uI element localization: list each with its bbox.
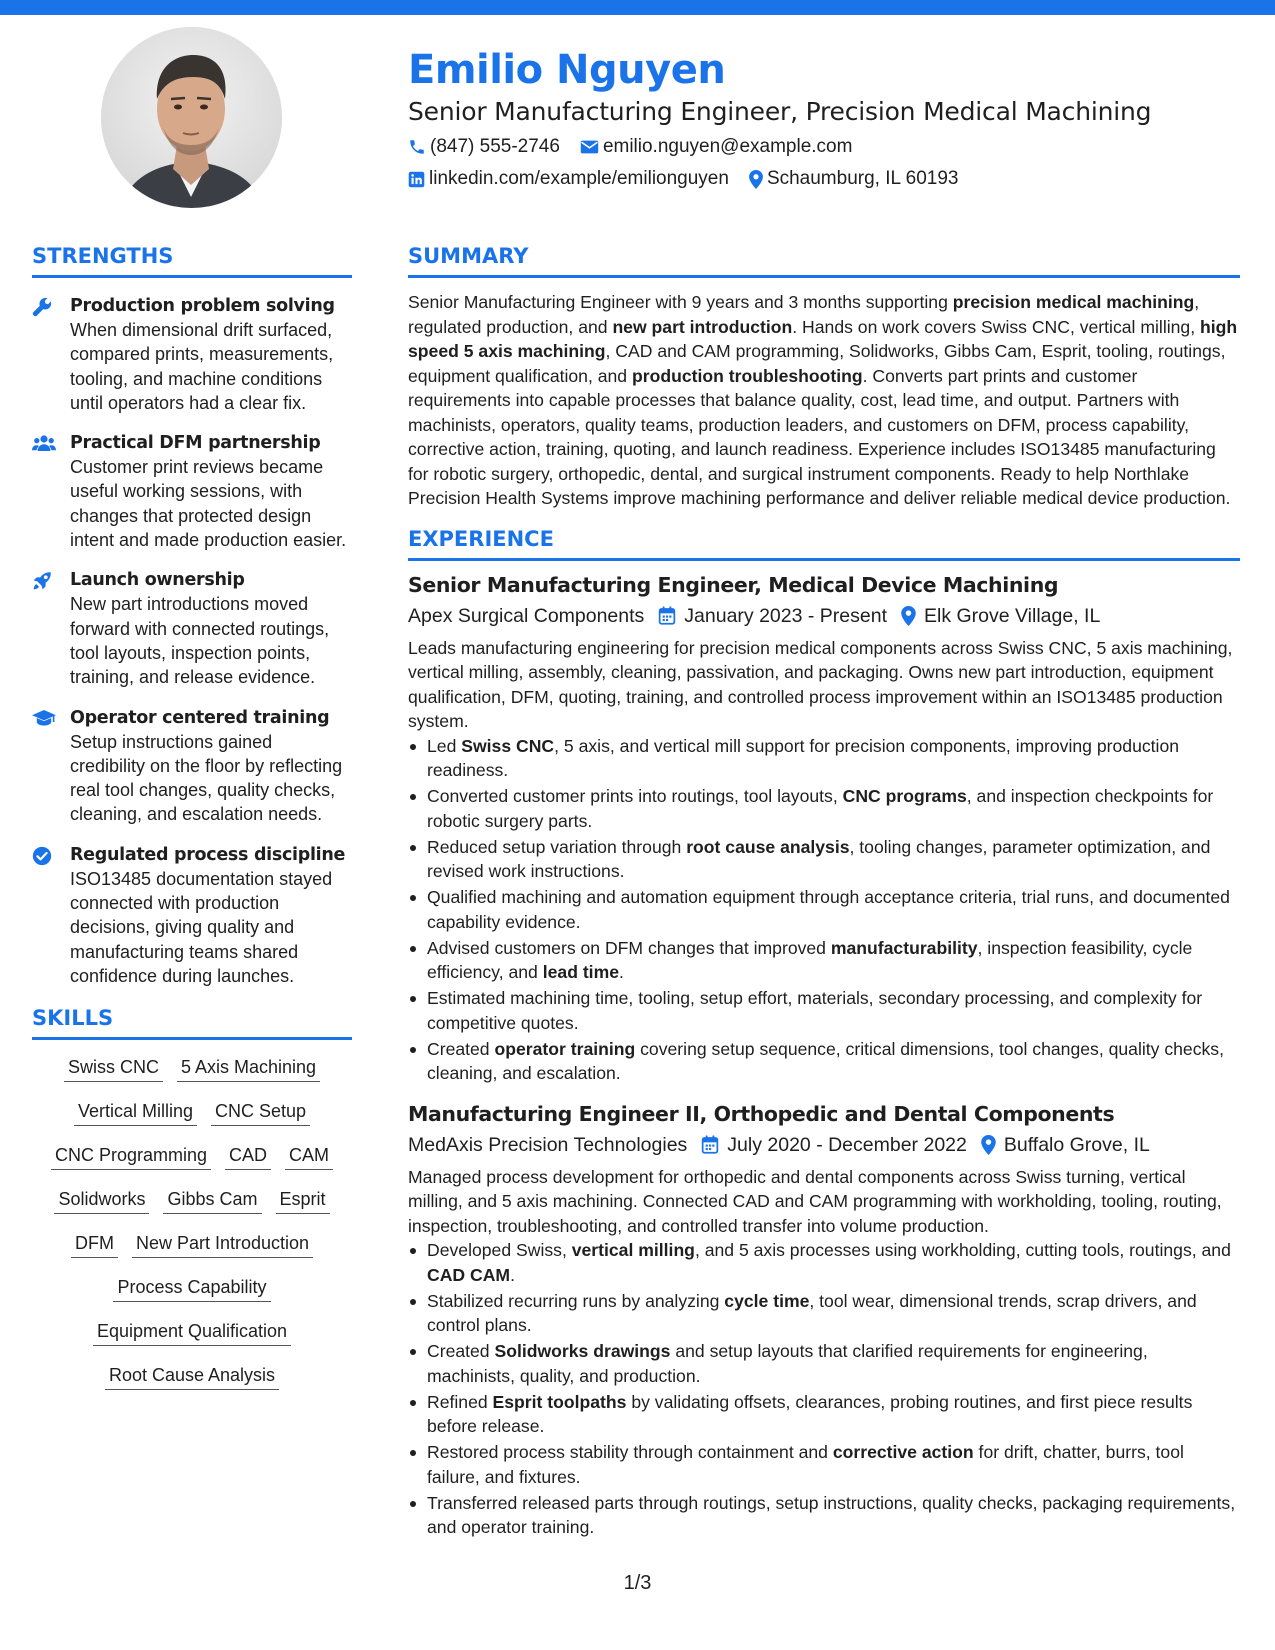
text-run: Qualified machining and automation equipment through acceptance criteria, trial runs, and documented capability evidence. [427, 887, 1230, 932]
strength-title: Practical DFM partnership [70, 433, 321, 454]
emphasis-text: vertical milling [571, 1240, 695, 1260]
location-text: Schaumburg, IL 60193 [766, 168, 959, 189]
skills-heading: SKILLS [32, 1006, 114, 1031]
text-run: Created [427, 1341, 495, 1361]
skill-tag: CAM [285, 1142, 333, 1170]
emphasis-text: Swiss CNC [461, 735, 555, 756]
candidate-headline: Senior Manufacturing Engineer, Precision Medical Machining [408, 97, 1152, 126]
text-run: Advised customers on DFM changes that improved [427, 937, 831, 958]
job-dates-wrap [701, 1131, 967, 1159]
envelope-icon [580, 139, 599, 155]
emphasis-text: precision medical machining [952, 292, 1195, 312]
skills-row [32, 1230, 352, 1258]
location-contact [749, 166, 959, 192]
job-bullet [408, 784, 1240, 833]
job-location: Buffalo Grove, IL [1003, 1133, 1150, 1156]
strength-item [32, 431, 352, 552]
skill-tag: CAD [225, 1142, 271, 1170]
phone-icon [408, 138, 426, 156]
wrench-icon [32, 297, 52, 317]
summary-text [408, 290, 1240, 511]
text-run: . [619, 962, 624, 982]
text-run: . [510, 1264, 515, 1285]
contact-row-secondary [408, 166, 1238, 192]
strength-item [32, 843, 352, 988]
text-run: for drift, chatter, burrs, tool failure, and fixtures. [427, 1442, 1184, 1487]
job-meta [408, 1131, 1240, 1159]
candidate-name: Emilio Nguyen [408, 47, 726, 93]
strength-item [32, 294, 352, 415]
job-bullet [408, 1440, 1240, 1489]
job-description: Leads manufacturing engineering for precision medical components across Swiss CNC, 5 axis machining, vertical milling, assembly, cleaning, passivation, and packaging. Owns new part introduction, equipment qualification, DFM, quoting, training, and controlled process improvement within an ISO13485 production system. [408, 637, 1233, 731]
text-run: , inspection feasibility, cycle efficiency, and [427, 937, 1193, 982]
text-run: Estimated machining time, tooling, setup effort, materials, secondary processing, and complexity for competitive quotes. [427, 988, 1203, 1033]
job-location-wrap [901, 602, 1100, 630]
job-location: Elk Grove Village, IL [924, 604, 1101, 627]
top-accent-bar [0, 0, 1275, 15]
job-dates: January 2023 - Present [684, 604, 887, 627]
text-run: . Converts part prints and customer requirements into capable processes that balance quality, cost, lead time, and output. Partners with machinists, operators, quality teams, production leaders, and customers on DFM, process capability, corrective action, training, quoting, and launch readiness. Experience includes ISO13485 manufacturing for robotic surgery, orthopedic, dental, and surgical instrument components. Ready to help Northlake Precision Health Systems improve machining performance and deliver reliable medical device production. [408, 365, 1231, 508]
job-bullet [408, 1238, 1240, 1287]
linkedin-url: linkedin.com/example/emilionguyen [429, 168, 729, 189]
text-run: , CAD and CAM programming, Solidworks, Gibbs Cam, Esprit, tooling, routings, equipment qualification, and [408, 341, 1226, 386]
email-contact[interactable] [580, 134, 853, 160]
strength-description: New part introductions moved forward with connected routings, tool layouts, inspection points, training, and release evidence. [70, 594, 330, 688]
skills-row [32, 1054, 352, 1082]
job-bullets [408, 1238, 1240, 1540]
skill-tag: 5 Axis Machining [177, 1054, 320, 1082]
job-dates: July 2020 - December 2022 [727, 1133, 967, 1156]
skills-row [32, 1362, 352, 1390]
users-icon [32, 434, 56, 452]
experience-heading: EXPERIENCE [408, 526, 554, 551]
strength-title: Launch ownership [70, 570, 245, 591]
job-title: Senior Manufacturing Engineer, Medical Device Machining [408, 572, 1059, 597]
text-run: , tooling changes, parameter optimization, and revised work instructions. [427, 836, 1211, 881]
job-meta [408, 602, 1240, 630]
text-run: , tool wear, dimensional trends, scrap drivers, and control plans. [427, 1290, 1197, 1335]
map-pin-icon [981, 1135, 996, 1155]
strengths-divider [32, 275, 352, 278]
right-column [408, 242, 1240, 1541]
linkedin-contact[interactable] [408, 166, 729, 192]
contact-row-primary [408, 134, 1238, 160]
strength-description: When dimensional drift surfaced, compared prints, measurements, tooling, and machine conditions until operators had a clear fix. [70, 320, 334, 413]
summary-heading: SUMMARY [408, 244, 529, 268]
skill-tag: Equipment Qualification [93, 1318, 291, 1346]
skill-tag: CNC Programming [51, 1142, 211, 1170]
rocket-icon [32, 571, 52, 591]
text-run: by validating offsets, clearances, probing routines, and first piece results before release. [427, 1391, 1193, 1436]
text-run: Stabilized recurring runs by analyzing [427, 1290, 725, 1311]
text-run: Reduced setup variation through [427, 836, 687, 857]
skills-list [32, 1054, 352, 1406]
job-entry [408, 1100, 1240, 1540]
text-run: Developed Swiss, [427, 1240, 572, 1260]
job-bullets [408, 734, 1240, 1086]
strength-title: Regulated process discipline [70, 844, 346, 865]
job-company: MedAxis Precision Technologies [408, 1133, 688, 1156]
text-run: , and inspection checkpoints for robotic surgery parts. [427, 786, 1214, 831]
job-bullet [408, 835, 1240, 884]
skills-row [32, 1186, 352, 1214]
skill-tag: Vertical Milling [74, 1098, 197, 1126]
email-address: emilio.nguyen@example.com [602, 136, 853, 157]
experience-divider [408, 558, 1240, 561]
skill-tag: Swiss CNC [64, 1054, 163, 1082]
text-run: Refined [427, 1391, 493, 1412]
text-run: Restored process stability through containment and [427, 1442, 833, 1462]
job-dates-wrap [658, 602, 887, 630]
strengths-list [32, 294, 352, 988]
strength-item [32, 568, 352, 689]
graduation-cap-icon [32, 709, 56, 727]
strength-item [32, 706, 352, 827]
emphasis-text: CAD CAM [427, 1264, 511, 1285]
skill-tag: Gibbs Cam [163, 1186, 261, 1214]
strength-title: Operator centered training [70, 707, 330, 728]
emphasis-text: operator training [494, 1038, 636, 1059]
job-bullet [408, 734, 1240, 783]
phone-number: (847) 555-2746 [430, 136, 560, 157]
skill-tag: Root Cause Analysis [105, 1362, 279, 1390]
job-company: Apex Surgical Components [408, 604, 645, 627]
job-bullet [408, 1289, 1240, 1338]
text-run: , regulated production, and [408, 292, 1200, 337]
job-bullet [408, 1037, 1240, 1086]
job-location-wrap [981, 1131, 1150, 1159]
job-bullet [408, 885, 1240, 934]
text-run: Senior Manufacturing Engineer with 9 years and 3 months supporting [408, 292, 953, 312]
strength-description: Customer print reviews became useful working sessions, with changes that protected design intent and made production easier. [70, 457, 347, 551]
skill-tag: CNC Setup [211, 1098, 310, 1126]
calendar-icon [658, 606, 676, 625]
skill-tag: Solidworks [54, 1186, 149, 1214]
emphasis-text: Esprit toolpaths [492, 1391, 627, 1412]
text-run: Converted customer prints into routings, tool layouts, [427, 786, 843, 806]
phone-contact[interactable] [408, 134, 560, 160]
text-run: Transferred released parts through routings, setup instructions, quality checks, packaging requirements, and operator training. [427, 1492, 1236, 1537]
emphasis-text: manufacturability [830, 937, 978, 958]
job-bullet [408, 1390, 1240, 1439]
job-bullet [408, 936, 1240, 985]
skills-divider [32, 1037, 352, 1040]
strengths-heading: STRENGTHS [32, 244, 174, 268]
skills-row [32, 1142, 352, 1170]
calendar-icon [701, 1135, 719, 1154]
left-column [32, 242, 352, 1406]
emphasis-text: CNC programs [842, 786, 967, 806]
emphasis-text: corrective action [832, 1442, 974, 1462]
map-pin-icon [901, 606, 916, 626]
page-number: 1/3 [623, 1572, 652, 1594]
skill-tag: DFM [71, 1230, 118, 1258]
summary-divider [408, 275, 1240, 278]
job-entry [408, 571, 1240, 1086]
emphasis-text: cycle time [724, 1290, 810, 1311]
job-description: Managed process development for orthopedic and dental components across Swiss turning, vertical milling, and 5 axis machining. Connected CAD and CAM programming with workholding, tooling, routing, inspection, troubleshooting, and controlled transfer into volume production. [408, 1166, 1222, 1236]
emphasis-text: root cause analysis [686, 836, 850, 857]
text-run: Created [427, 1038, 495, 1059]
text-run: Led [427, 735, 462, 756]
map-pin-icon [749, 170, 763, 189]
skills-row [32, 1098, 352, 1126]
text-run: , 5 axis, and vertical mill support for precision components, improving production readiness. [427, 735, 1180, 780]
skill-tag: Esprit [276, 1186, 330, 1214]
job-bullet [408, 1339, 1240, 1388]
text-run: and setup layouts that clarified requirements for engineering, machinists, quality, and production. [427, 1341, 1148, 1386]
job-title: Manufacturing Engineer II, Orthopedic and Dental Components [408, 1101, 1115, 1126]
emphasis-text: production troubleshooting [632, 365, 863, 386]
emphasis-text: new part introduction [612, 316, 793, 337]
text-run: . Hands on work covers Swiss CNC, vertical milling, [792, 316, 1200, 337]
text-run: covering setup sequence, critical dimensions, tool changes, quality checks, cleaning, and escalation. [427, 1038, 1224, 1083]
strength-description: Setup instructions gained credibility on the floor by reflecting real tool changes, quality checks, cleaning, and escalation needs. [70, 731, 343, 825]
skills-row [32, 1274, 352, 1302]
skill-tag: Process Capability [113, 1274, 270, 1302]
job-bullet [408, 986, 1240, 1035]
emphasis-text: high speed 5 axis machining [408, 316, 1238, 361]
strength-title: Production problem solving [70, 296, 335, 316]
resume-header [408, 44, 1238, 192]
linkedin-icon [408, 171, 425, 188]
check-circle-icon [32, 846, 52, 866]
emphasis-text: lead time [542, 962, 620, 982]
text-run: , and 5 axis processes using workholding, cutting tools, routings, and [694, 1240, 1231, 1260]
skills-row [32, 1318, 352, 1346]
job-bullet [408, 1491, 1240, 1540]
emphasis-text: Solidworks drawings [494, 1341, 671, 1361]
profile-photo [101, 27, 282, 208]
skill-tag: New Part Introduction [132, 1230, 313, 1258]
strength-description: ISO13485 documentation stayed connected with production decisions, giving quality and manufacturing teams shared confidence during launches. [70, 868, 333, 986]
